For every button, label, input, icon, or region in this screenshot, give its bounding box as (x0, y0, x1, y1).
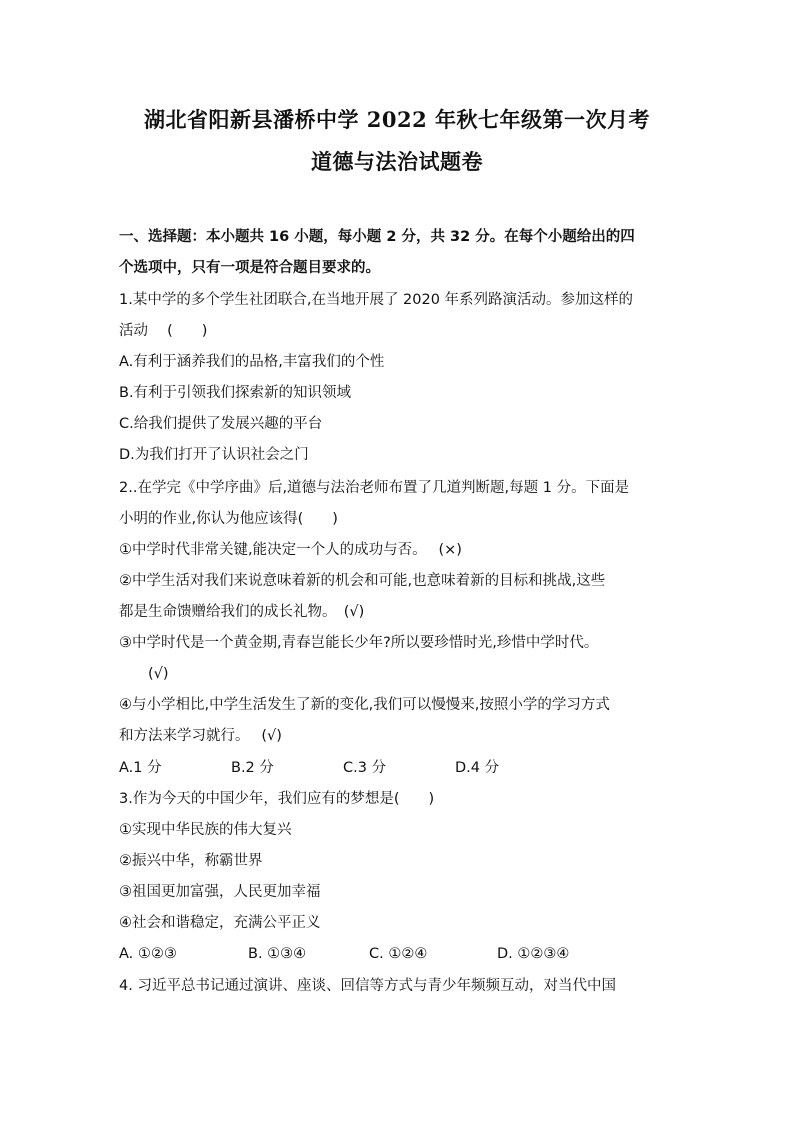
q1-stem-line2: 活动 ( ) (119, 323, 208, 339)
q3-option-c: C. ①②④ (369, 946, 428, 962)
q3-stem: 3.作为今天的中国少年，我们应有的梦想是( ) (119, 791, 435, 807)
q2-option-d: D.4 分 (455, 760, 500, 776)
q1-option-d: D.为我们打开了认识社会之门 (119, 447, 309, 463)
exam-subtitle: 道德与法治试题卷 (311, 149, 483, 174)
q2-statement-2-line2: 都是生命馈赠给我们的成长礼物。 (√) (119, 604, 365, 620)
q3-option-b: B. ①③④ (248, 946, 307, 962)
q1-stem-line1: 1.某中学的多个学生社团联合,在当地开展了 2020 年系列路演活动。参加这样的 (119, 292, 634, 308)
q2-statement-4-line2: 和方法来学习就行。 (√) (119, 728, 282, 744)
q2-stem-line1: 2..在学完《中学序曲》后,道德与法治老师布置了几道判断题,每题 1 分。下面是 (119, 480, 630, 496)
q2-option-b: B.2 分 (231, 760, 274, 776)
q2-option-a: A.1 分 (119, 760, 162, 776)
q3-statement-1: ①实现中华民族的伟大复兴 (119, 822, 292, 838)
q2-statement-3-line1: ③中学时代是一个黄金期,青春岂能长少年?所以要珍惜时光,珍惜中学时代。 (119, 635, 599, 651)
q3-option-a: A. ①②③ (119, 946, 177, 962)
q1-option-c: C.给我们提供了发展兴趣的平台 (119, 416, 323, 432)
exam-title: 湖北省阳新县潘桥中学 2022 年秋七年级第一次月考 (143, 107, 651, 132)
q3-option-d: D. ①②③④ (497, 946, 570, 962)
q3-statement-2: ②振兴中华，称霸世界 (119, 853, 263, 869)
q1-option-b: B.有利于引领我们探索新的知识领域 (119, 385, 352, 401)
q2-statement-1: ①中学时代非常关键,能决定一个人的成功与否。 (×) (119, 542, 462, 558)
q2-statement-4-line1: ④与小学相比,中学生活发生了新的变化,我们可以慢慢来,按照小学的学习方式 (119, 697, 610, 713)
q3-statement-3: ③祖国更加富强，人民更加幸福 (119, 884, 321, 900)
q2-stem-line2: 小明的作业,你认为他应该得( ) (119, 511, 338, 527)
q2-statement-2-line1: ②中学生活对我们来说意味着新的机会和可能,也意味着新的目标和挑战,这些 (119, 573, 606, 589)
q2-statement-3-line2: (√) (148, 666, 169, 682)
q2-option-c: C.3 分 (343, 760, 387, 776)
q4-stem-line1: 4. 习近平总书记通过演讲、座谈、回信等方式与青少年频频互动，对当代中国 (119, 978, 616, 994)
section-instruction-line1: 一、选择题：本小题共 16 小题，每小题 2 分，共 32 分。在每个小题给出的四 (119, 229, 635, 245)
section-instruction-line2: 个选项中，只有一项是符合题目要求的。 (119, 260, 380, 276)
q1-option-a: A.有利于涵养我们的品格,丰富我们的个性 (119, 354, 385, 370)
q3-statement-4: ④社会和谐稳定，充满公平正义 (119, 915, 321, 931)
